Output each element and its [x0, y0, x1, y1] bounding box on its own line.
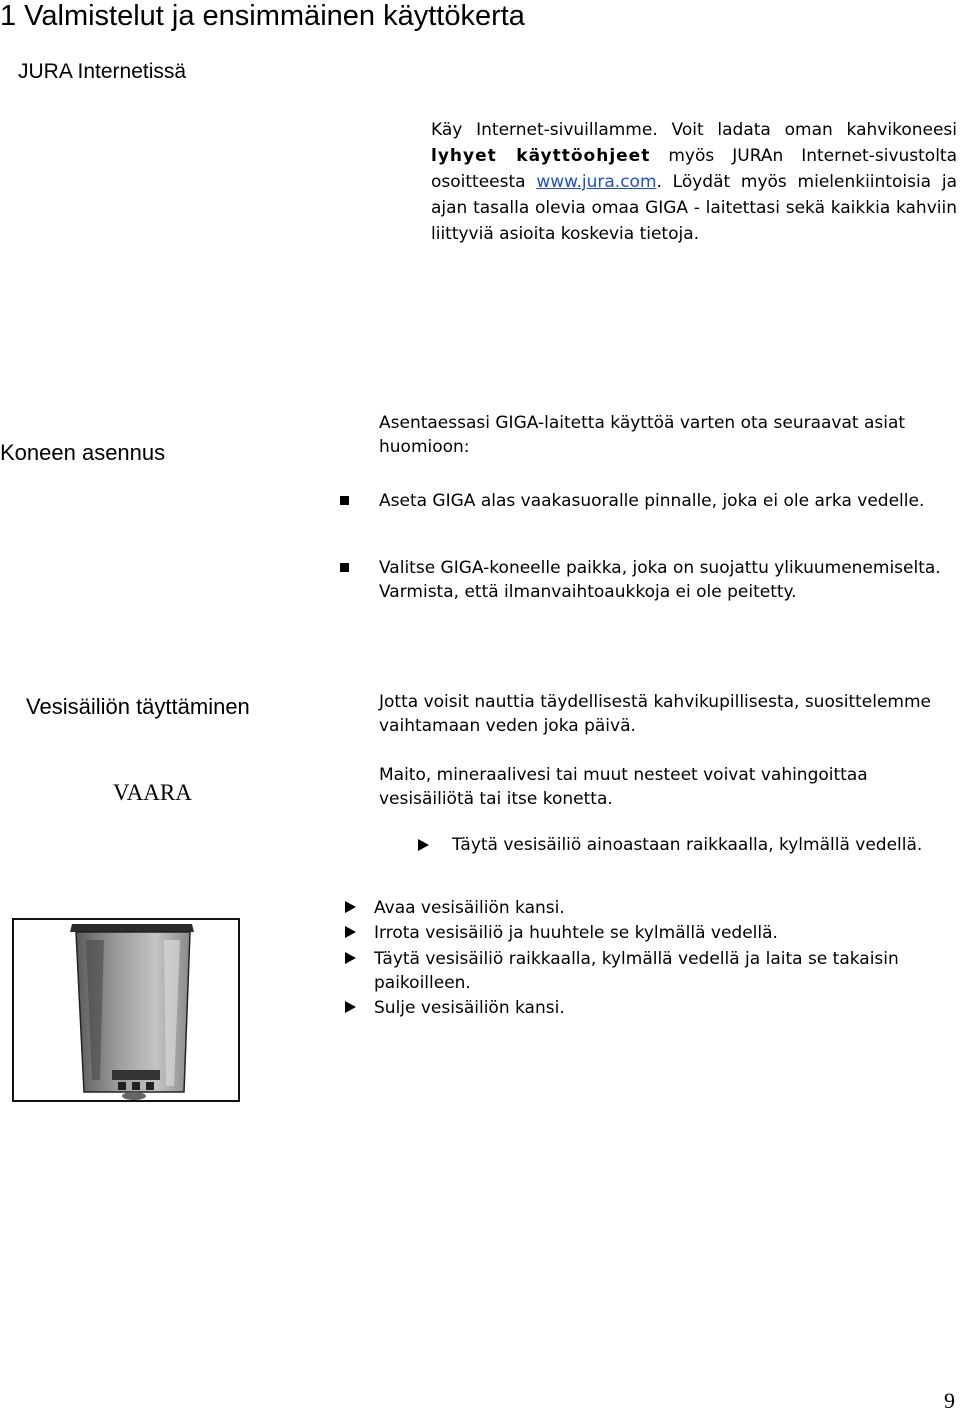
page-number: 9: [944, 1388, 955, 1413]
arrow-right-icon: [345, 926, 356, 938]
intro-emphasis: lyhyet käyttöohjeet: [431, 146, 651, 166]
jura-website-link[interactable]: www.jura.com: [536, 172, 657, 192]
bullet-square-icon: [340, 496, 349, 505]
step-item: Irrota vesisäiliö ja huuhtele se kylmällä vedellä.: [374, 923, 778, 943]
step-item: Täytä vesisäiliö raikkaalla, kylmällä vedellä ja laita se takaisin paikoilleen.: [374, 949, 899, 993]
water-tank-illustration: [12, 918, 240, 1102]
intro-text-1: Käy Internet-sivuillamme. Voit ladata oman kahvikoneesi: [431, 120, 957, 140]
arrow-right-icon: [345, 1001, 356, 1013]
warning-label: VAARA: [113, 780, 192, 805]
arrow-right-icon: [418, 839, 429, 851]
step-item: Sulje vesisäiliön kansi.: [374, 998, 565, 1018]
installation-lead: Asentaessasi GIGA-laitetta käyttöä varten ota seuraavat asiat huomioon:: [379, 413, 906, 457]
warning-step: Täytä vesisäiliö ainoastaan raikkaalla, kylmällä vedellä.: [452, 835, 923, 855]
water-tank-lead: Jotta voisit nauttia täydellisestä kahvikupillisesta, suosittelemme vaihtamaan veden joka päivä.: [379, 692, 931, 736]
installation-heading: Koneen asennus: [0, 440, 166, 465]
intro-text-2: myös JURAn Internet-sivustolta osoitteesta: [431, 146, 958, 192]
intro-paragraph: [431, 117, 957, 247]
bullet-square-icon: [340, 563, 349, 572]
water-tank-heading: Vesisäiliön täyttäminen: [26, 694, 250, 719]
installation-bullet: Aseta GIGA alas vaakasuoralle pinnalle, joka ei ole arka vedelle.: [379, 491, 925, 511]
page-title: 1 Valmistelut ja ensimmäinen käyttökerta: [0, 0, 525, 32]
water-tank-icon: [14, 920, 238, 1100]
installation-bullet: Valitse GIGA-koneelle paikka, joka on suojattu ylikuumenemiselta. Varmista, että ilmanvaihtoaukkoja ei ole peitetty.: [379, 558, 941, 602]
warning-text: Maito, mineraalivesi tai muut nesteet voivat vahingoittaa vesisäiliötä tai itse konetta.: [379, 765, 868, 809]
step-item: Avaa vesisäiliön kansi.: [374, 898, 565, 918]
arrow-right-icon: [345, 952, 356, 964]
arrow-right-icon: [345, 901, 356, 913]
intro-text-3: . Löydät myös mielenkiintoisia ja ajan tasalla olevia omaa GIGA - laitettasi sekä kaikkia kahviin liittyviä asioita koskevia tietoja.: [431, 172, 957, 244]
section-heading-jura-internet: JURA Internetissä: [18, 60, 187, 83]
